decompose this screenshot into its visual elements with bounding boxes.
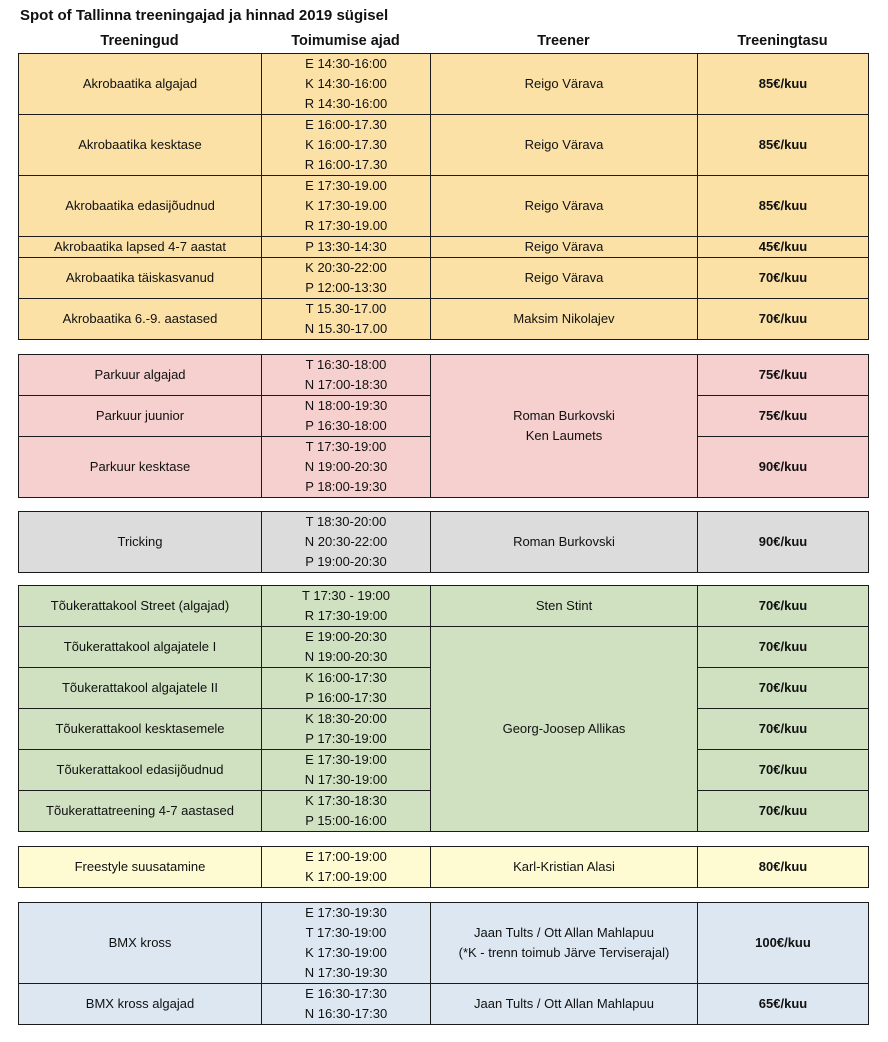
time-slot: N 16:30-17:30 (304, 1006, 388, 1021)
time-slot: N 19:00-20:30 (304, 649, 388, 664)
training-fee: 85€/kuu (698, 54, 869, 115)
time-slot: P 16:30-18:00 (305, 418, 387, 433)
training-name: Tricking (19, 512, 262, 573)
coach-line: Jaan Tults / Ott Allan Mahlapuu (474, 925, 654, 940)
training-name: BMX kross algajad (19, 984, 262, 1025)
coach-name: Reigo Värava (431, 258, 698, 299)
training-fee: 90€/kuu (698, 437, 869, 498)
schedule-group-bmx (18, 902, 869, 1025)
coach-name: Sten Stint (431, 586, 698, 627)
training-times (262, 115, 431, 176)
training-times (262, 258, 431, 299)
time-slot: E 17:00-19:00 (305, 849, 387, 864)
time-slot: E 17:30-19.00 (305, 178, 387, 193)
coach-name: Maksim Nikolajev (431, 299, 698, 340)
training-name: Tõukerattakool kesktasemele (19, 709, 262, 750)
training-fee: 70€/kuu (698, 586, 869, 627)
training-times (262, 512, 431, 573)
training-times (262, 176, 431, 237)
time-slot: R 14:30-16:00 (304, 96, 388, 111)
training-name: Tõukerattakool edasijõudnud (19, 750, 262, 791)
training-name: Akrobaatika täiskasvanud (19, 258, 262, 299)
header-training: Treeningud (100, 33, 179, 49)
time-slot: R 16:00-17.30 (304, 157, 388, 172)
coach-name: Georg-Joosep Allikas (431, 627, 698, 832)
training-times (262, 847, 431, 888)
table-row (19, 54, 869, 115)
time-slot: N 17:30-19:00 (304, 772, 388, 787)
training-fee: 85€/kuu (698, 176, 869, 237)
time-slot: N 20:30-22:00 (304, 534, 388, 549)
schedule-group-scooter (18, 585, 869, 832)
time-slot: E 16:00-17.30 (305, 117, 387, 132)
training-name: Parkuur algajad (19, 355, 262, 396)
training-fee: 70€/kuu (698, 750, 869, 791)
time-slot: K 14:30-16:00 (305, 76, 387, 91)
training-fee: 75€/kuu (698, 396, 869, 437)
coach-name: Jaan Tults / Ott Allan Mahlapuu (431, 984, 698, 1025)
training-times (262, 750, 431, 791)
training-fee: 45€/kuu (698, 237, 869, 258)
time-slot: E 14:30-16:00 (305, 56, 387, 71)
time-slot: K 17:30-19:00 (305, 945, 387, 960)
coach-line: Roman Burkovski (513, 408, 615, 423)
training-times (262, 668, 431, 709)
schedule-group-tricking (18, 511, 869, 573)
training-fee: 75€/kuu (698, 355, 869, 396)
time-slot: K 20:30-22:00 (305, 260, 387, 275)
training-times (262, 984, 431, 1025)
time-slot: E 17:30-19:30 (305, 905, 387, 920)
table-row (19, 847, 869, 888)
training-fee: 100€/kuu (698, 903, 869, 984)
training-times (262, 627, 431, 668)
training-name: Freestyle suusatamine (19, 847, 262, 888)
table-row (19, 586, 869, 627)
training-times (262, 791, 431, 832)
table-row (19, 115, 869, 176)
training-name: Tõukerattakool algajatele I (19, 627, 262, 668)
time-slot: K 17:00-19:00 (305, 869, 387, 884)
training-fee: 70€/kuu (698, 627, 869, 668)
table-row (19, 355, 869, 396)
time-slot: T 17:30-19:00 (305, 925, 387, 940)
table-row (19, 903, 869, 984)
time-slot: P 15:00-16:00 (305, 813, 387, 828)
time-slot: P 16:00-17:30 (305, 690, 387, 705)
time-slot: K 18:30-20:00 (305, 711, 387, 726)
time-slot: P 19:00-20:30 (305, 554, 387, 569)
coach-name: Reigo Värava (431, 176, 698, 237)
time-slot: E 17:30-19:00 (305, 752, 387, 767)
training-times (262, 54, 431, 115)
time-slot: P 17:30-19:00 (305, 731, 387, 746)
time-slot: R 17:30-19.00 (304, 218, 388, 233)
table-row (19, 258, 869, 299)
time-slot: N 17:30-19:30 (304, 965, 388, 980)
time-slot: T 17:30-19:00 (305, 439, 387, 454)
table-row (19, 237, 869, 258)
training-times (262, 237, 431, 258)
coach-name: Karl-Kristian Alasi (431, 847, 698, 888)
time-slot: N 19:00-20:30 (304, 459, 388, 474)
training-name: Parkuur juunior (19, 396, 262, 437)
training-name: Akrobaatika algajad (19, 54, 262, 115)
training-fee: 85€/kuu (698, 115, 869, 176)
schedule-group-freestyle (18, 846, 869, 888)
training-times (262, 299, 431, 340)
training-times (262, 437, 431, 498)
time-slot: K 16:00-17.30 (305, 137, 387, 152)
coach-name (431, 355, 698, 498)
training-fee: 70€/kuu (698, 668, 869, 709)
training-fee: 65€/kuu (698, 984, 869, 1025)
coach-name: Reigo Värava (431, 54, 698, 115)
coach-name (431, 903, 698, 984)
training-name: Tõukerattatreening 4-7 aastased (19, 791, 262, 832)
training-times (262, 355, 431, 396)
table-row (19, 176, 869, 237)
time-slot: P 13:30-14:30 (305, 239, 387, 254)
header-times: Toimumise ajad (291, 33, 400, 49)
time-slot: T 18:30-20:00 (305, 514, 387, 529)
training-times (262, 709, 431, 750)
time-slot: R 17:30-19:00 (304, 608, 388, 623)
training-name: Tõukerattakool Street (algajad) (19, 586, 262, 627)
training-fee: 70€/kuu (698, 299, 869, 340)
coach-note: (*K - trenn toimub Järve Terviserajal) (458, 945, 670, 960)
schedule-group-acrobatics (18, 53, 869, 340)
training-name: Akrobaatika kesktase (19, 115, 262, 176)
training-times (262, 903, 431, 984)
table-row (19, 512, 869, 573)
table-row (19, 299, 869, 340)
time-slot: T 15.30-17.00 (305, 301, 387, 316)
coach-name: Reigo Värava (431, 237, 698, 258)
time-slot: N 18:00-19:30 (304, 398, 388, 413)
coach-name: Roman Burkovski (431, 512, 698, 573)
training-fee: 70€/kuu (698, 791, 869, 832)
time-slot: T 17:30 - 19:00 (302, 588, 390, 603)
time-slot: N 17:00-18:30 (304, 377, 388, 392)
training-name: Parkuur kesktase (19, 437, 262, 498)
coach-line: Ken Laumets (525, 428, 603, 443)
page-title: Spot of Tallinna treeningajad ja hinnad 2019 sügisel (20, 7, 389, 24)
training-fee: 80€/kuu (698, 847, 869, 888)
training-name: Akrobaatika lapsed 4-7 aastat (19, 237, 262, 258)
training-name: Akrobaatika 6.-9. aastased (19, 299, 262, 340)
schedule-group-parkour (18, 354, 869, 498)
time-slot: T 16:30-18:00 (305, 357, 387, 372)
training-name: BMX kross (19, 903, 262, 984)
time-slot: E 16:30-17:30 (305, 986, 387, 1001)
training-times (262, 586, 431, 627)
training-fee: 70€/kuu (698, 709, 869, 750)
header-coach: Treener (537, 33, 590, 49)
time-slot: P 12:00-13:30 (305, 280, 387, 295)
training-fee: 90€/kuu (698, 512, 869, 573)
time-slot: K 17:30-18:30 (305, 793, 387, 808)
header-fee: Treeningtasu (737, 33, 828, 49)
training-times (262, 396, 431, 437)
table-row (19, 984, 869, 1025)
time-slot: K 17:30-19.00 (305, 198, 387, 213)
coach-name: Reigo Värava (431, 115, 698, 176)
training-name: Tõukerattakool algajatele II (19, 668, 262, 709)
time-slot: N 15.30-17.00 (304, 321, 388, 336)
time-slot: P 18:00-19:30 (305, 479, 387, 494)
table-row (19, 627, 869, 668)
training-fee: 70€/kuu (698, 258, 869, 299)
time-slot: E 19:00-20:30 (305, 629, 387, 644)
training-name: Akrobaatika edasijõudnud (19, 176, 262, 237)
time-slot: K 16:00-17:30 (305, 670, 387, 685)
